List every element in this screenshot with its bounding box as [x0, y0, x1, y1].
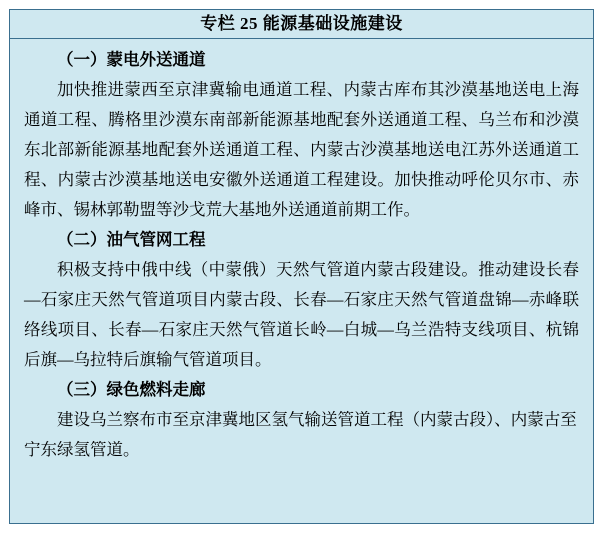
feature-box	[9, 9, 594, 524]
section-body-3: 建设乌兰察布市至京津冀地区氢气输送管道工程（内蒙古段）、内蒙古至宁东绿氢管道。	[24, 410, 577, 459]
box-body	[10, 39, 593, 465]
section-body-1: 加快推进蒙西至京津冀输电通道工程、内蒙古库布其沙漠基地送电上海通道工程、腾格里沙漠东南部新能源基地配套外送通道工程、乌兰布和沙漠东北部新能源基地配套外送通道工程、内蒙古沙漠基地送电江苏外送通道工程、内蒙古沙漠基地送电安徽外送通道工程建设。加快推动呼伦贝尔市、赤峰市、锡林郭勒盟等沙戈荒大基地外送通道前期工作。	[24, 80, 579, 219]
section-heading-2: （二）油气管网工程	[57, 230, 206, 249]
box-title: 专栏 25 能源基础设施建设	[10, 10, 593, 39]
section-heading-3: （三）绿色燃料走廊	[57, 380, 206, 399]
section-heading-1: （一）蒙电外送通道	[57, 50, 206, 69]
section-body-2: 积极支持中俄中线（中蒙俄）天然气管道内蒙古段建设。推动建设长春—石家庄天然气管道项目内蒙古段、长春—石家庄天然气管道盘锦—赤峰联络线项目、长春—石家庄天然气管道长岭—白城—乌兰浩特支线项目、杭锦后旗—乌拉特后旗输气管道项目。	[24, 260, 579, 369]
